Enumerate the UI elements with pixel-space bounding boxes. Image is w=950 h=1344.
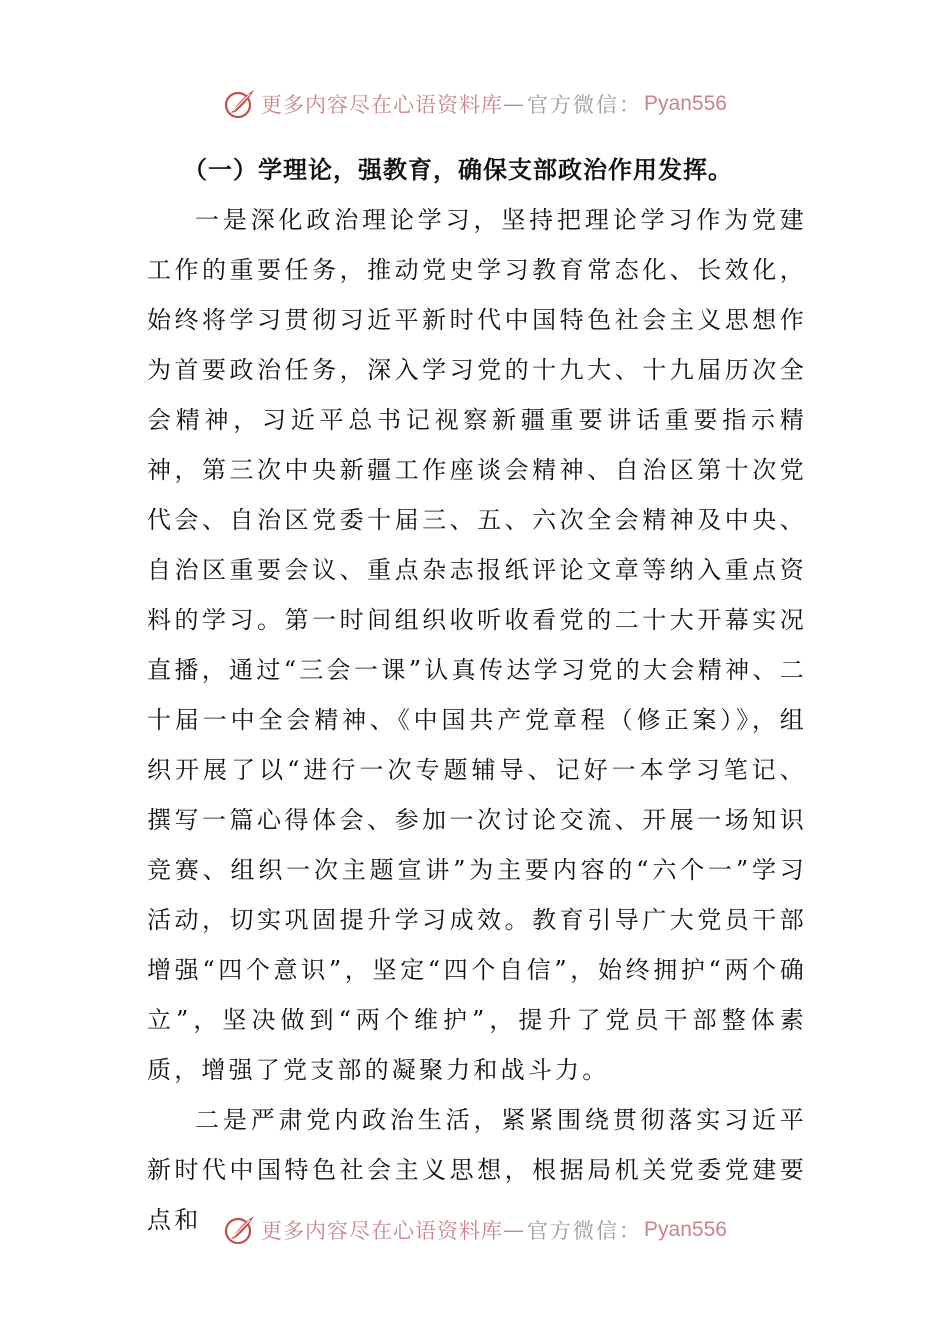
watermark-wechat-id: Pyan556 bbox=[644, 1218, 727, 1241]
header-watermark bbox=[0, 84, 950, 124]
document-body bbox=[147, 145, 807, 1245]
section-title: （一）学理论，强教育，确保支部政治作用发挥。 bbox=[183, 156, 733, 184]
watermark-dash: — bbox=[503, 92, 526, 116]
watermark-wechat-id: Pyan556 bbox=[644, 92, 727, 115]
watermark-text: 更多内容尽在心语资料库 bbox=[261, 1219, 504, 1243]
watermark-wechat-label: 官方微信： bbox=[527, 93, 643, 117]
watermark-text: 更多内容尽在心语资料库 bbox=[261, 93, 504, 117]
watermark-wechat-label: 官方微信： bbox=[527, 1219, 643, 1243]
watermark-dash: — bbox=[503, 1218, 526, 1242]
paragraph: 二是严肃党内政治生活，紧紧围绕贯彻落实习近平新时代中国特色社会主义思想，根据局机关党委党建要点和 bbox=[147, 1106, 807, 1234]
footer-watermark bbox=[0, 1210, 950, 1250]
quill-logo-icon bbox=[223, 1213, 257, 1247]
paragraph: 一是深化政治理论学习，坚持把理论学习作为党建工作的重要任务，推动党史学习教育常态化、长效化，始终将学习贯彻习近平新时代中国特色社会主义思想作为首要政治任务，深入学习党的十九大、十九届历次全会精神，习近平总书记视察新疆重要讲话重要指示精神，第三次中央新疆工作座谈会精神、自治区第十次党代会、自治区党委十届三、五、六次全会精神及中央、自治区重要会议、重点杂志报纸评论文章等纳入重点资料的学习。第一时间组织收听收看党的二十大开幕实况直播，通过“三会一课”认真传达学习党的大会精神、二十届一中全会精神、《中国共产党章程（修正案）》，组织开展了以“进行一次专题辅导、记好一本学习笔记、撰写一篇心得体会、参加一次讨论交流、开展一场知识竞赛、组织一次主题宣讲”为主要内容的“六个一”学习活动，切实巩固提升学习成效。教育引导广大党员干部增强“四个意识”，坚定“四个自信”，始终拥护“两个确立”，坚决做到“两个维护”，提升了党员干部整体素质，增强了党支部的凝聚力和战斗力。 bbox=[147, 206, 807, 1084]
quill-logo-icon bbox=[223, 87, 257, 121]
